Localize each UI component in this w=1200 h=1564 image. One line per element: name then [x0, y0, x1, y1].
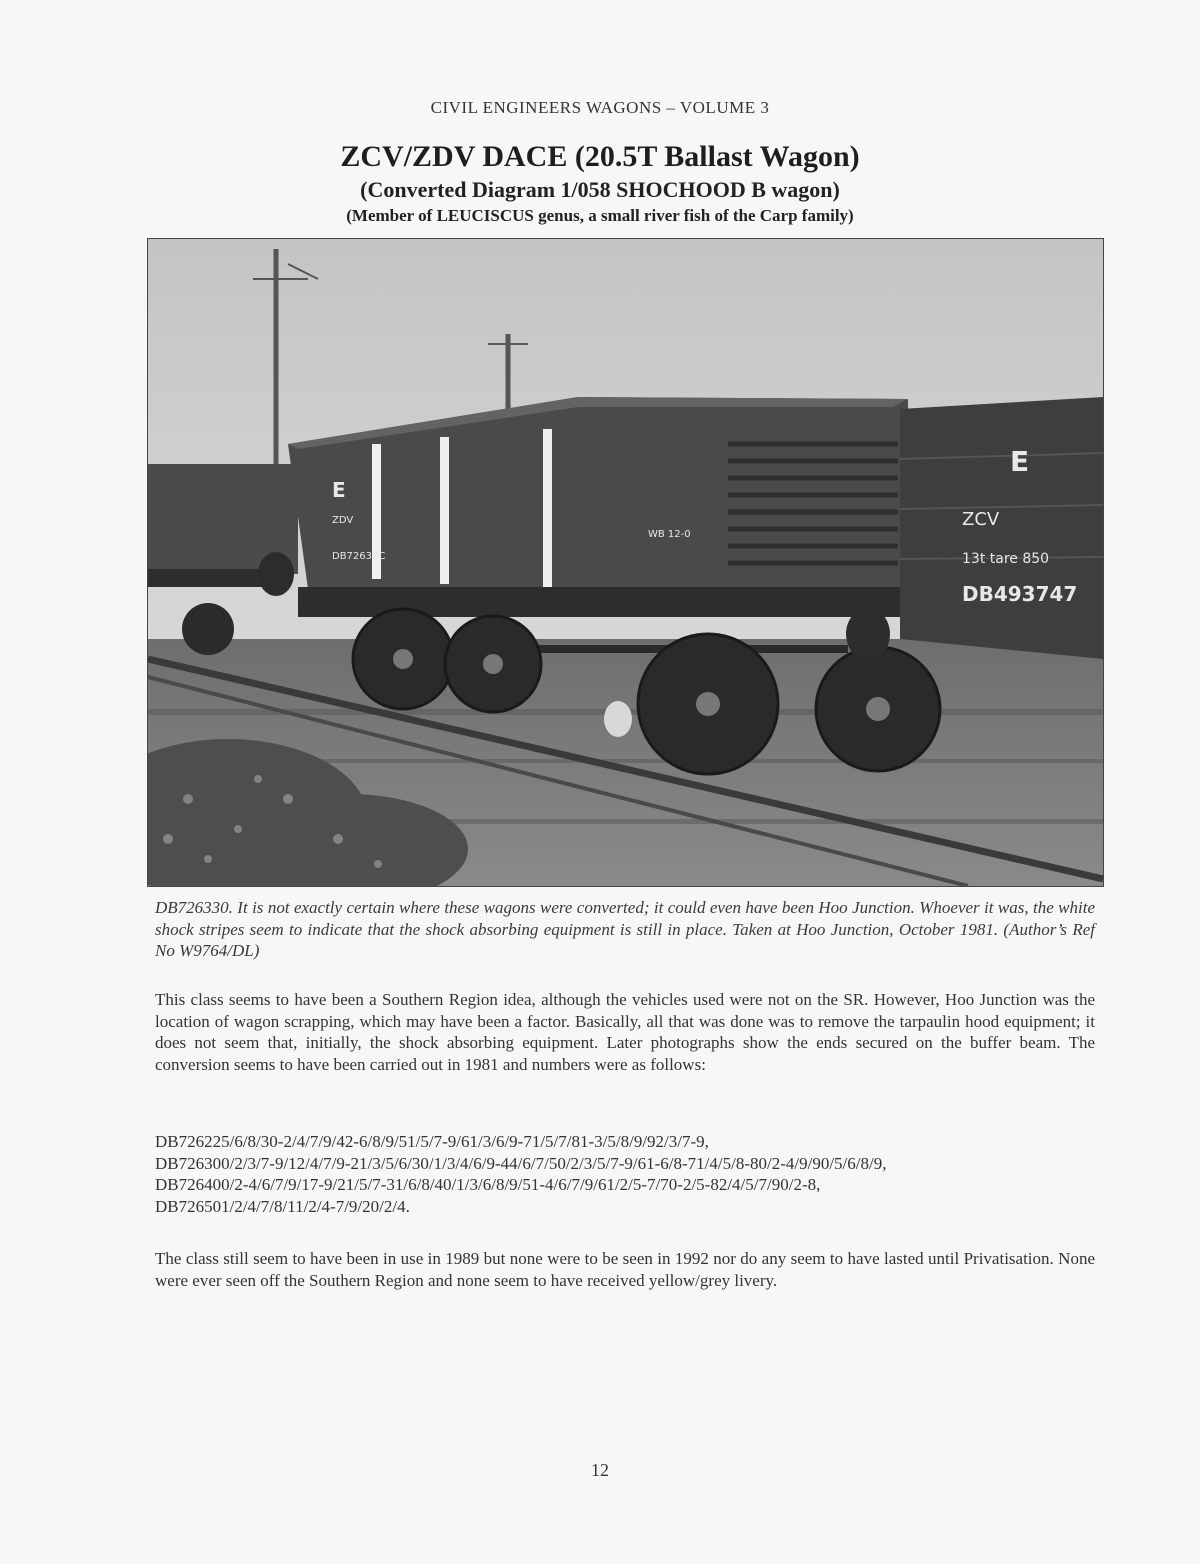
- number-line: DB726501/2/4/7/8/11/2/4-7/9/20/2/4.: [155, 1196, 410, 1216]
- wagon-photograph: [147, 238, 1104, 887]
- photo-caption: DB726330. It is not exactly certain where these wagons were converted; it could even have been Hoo Junction. Whoever it was, the white shock stripes seem to indicate that the shock absorbing equipment is still in place. Taken at Hoo Junction, October 1981. (Author’s Ref No W9764/DL): [155, 898, 1095, 960]
- number-line: DB726400/2-4/6/7/9/17-9/21/5/7-31/6/8/40/1/3/6/8/9/51-4/6/7/9/61/2/5-7/70-2/5-82/4/5/7/90/2-8,: [155, 1175, 821, 1194]
- wagon-number: DB72633C: [332, 551, 386, 562]
- body-paragraph-2: The class still seem to have been in use in 1989 but none were to be seen in 1992 nor do any seem to have lasted until Privatisation. None were ever seen off the Southern Region and none seem to have received yellow/grey livery.: [155, 1249, 1095, 1290]
- next-wagon-tare: 13t tare 850: [962, 551, 1050, 567]
- running-head: CIVIL ENGINEERS WAGONS – VOLUME 3: [430, 98, 770, 117]
- wagon-marking: WB 12-0: [648, 529, 691, 540]
- wagon-code: ZDV: [332, 515, 354, 526]
- next-wagon-number: DB493747: [962, 582, 1078, 606]
- number-line: DB726300/2/3/7-9/12/4/7/9-21/3/5/6/30/1/3/4/6/9-44/6/7/50/2/3/5/7-9/61-6/8-71/4/5/8-80/2-4/9/90/5/6/8/9,: [155, 1153, 887, 1173]
- page-number: 12: [591, 1460, 609, 1480]
- next-wagon-letter: E: [1010, 445, 1030, 478]
- next-wagon-code: ZCV: [962, 509, 1000, 530]
- page-subtitle: (Converted Diagram 1/058 SHOCHOOD B wagon): [360, 177, 840, 202]
- page-subtitle-genus: (Member of LEUCISCUS genus, a small river fish of the Carp family): [346, 206, 854, 225]
- number-list: [155, 1131, 1095, 1217]
- wagon-letter: E: [332, 478, 346, 502]
- body-paragraph-1: This class seems to have been a Southern Region idea, although the vehicles used were not on the SR. However, Hoo Junction was the location of wagon scrapping, which may have been a factor. Basically, all that was done was to remove the tarpaulin hood equipment; it does not seem that, initially, the shock absorbing equipment. Later photographs show the ends secured on the buffer beam. The conversion seems to have been carried out in 1981 and numbers were as follows:: [155, 990, 1095, 1074]
- page-title: ZCV/ZDV DACE (20.5T Ballast Wagon): [340, 140, 860, 173]
- number-line: DB726225/6/8/30-2/4/7/9/42-6/8/9/51/5/7-9/61/3/6/9-71/5/7/81-3/5/8/9/92/3/7-9,: [155, 1132, 709, 1151]
